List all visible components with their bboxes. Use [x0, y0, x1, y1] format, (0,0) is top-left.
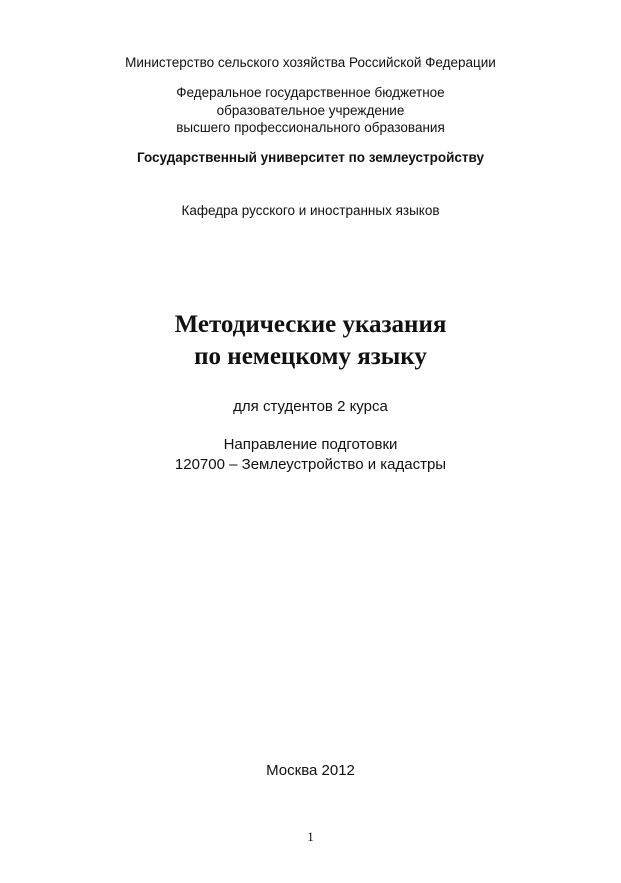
- institution-line-3: высшего профессионального образования: [176, 120, 445, 135]
- document-title-line-2: по немецкому языку: [194, 343, 427, 370]
- institution-line-2: образовательное учреждение: [216, 103, 405, 118]
- audience-line: для студентов 2 курса: [233, 398, 388, 415]
- direction-label: Направление подготовки: [223, 436, 398, 453]
- document-title-line-1: Методические указания: [174, 311, 447, 338]
- ministry-line: Министерство сельского хозяйства Российской Федерации: [125, 55, 496, 70]
- institution-line-1: Федеральное государственное бюджетное: [176, 85, 445, 100]
- direction-code-name: 120700 – Землеустройство и кадастры: [174, 456, 447, 473]
- department-name: Кафедра русского и иностранных языков: [181, 203, 440, 218]
- university-name: Государственный университет по землеустройству: [136, 150, 485, 165]
- city-year: Москва 2012: [266, 762, 355, 779]
- page-number: 1: [307, 829, 314, 844]
